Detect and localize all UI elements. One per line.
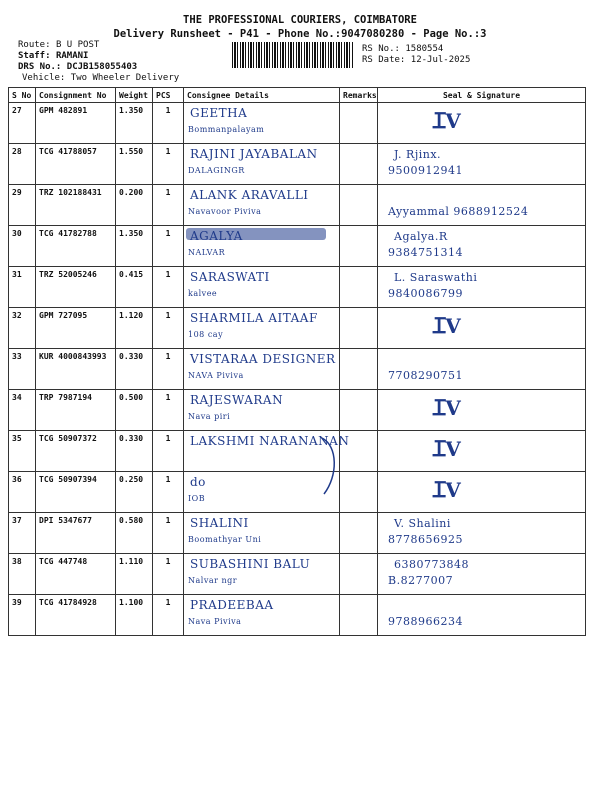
cell-sno: 28	[9, 144, 36, 185]
cell-sno: 27	[9, 103, 36, 144]
col-signature: Seal & Signature	[378, 88, 586, 103]
table-header-row	[9, 88, 586, 103]
cell-pcs: 1	[153, 185, 184, 226]
cell-weight: 1.100	[116, 595, 153, 636]
table-row	[9, 103, 586, 144]
consignee-name: RAJINI JAYABALAN	[190, 147, 318, 161]
consignee-name: VISTARAA DESIGNER	[190, 352, 336, 366]
rs-no-value: 1580554	[405, 44, 444, 54]
cell-remarks	[340, 554, 378, 595]
drs-line: DRS No.: DCJB158055403	[18, 62, 138, 72]
consignee-area: Nalvar ngr	[188, 576, 238, 585]
signature-mark-icon: ꓕ̅V	[433, 437, 461, 461]
cell-signature	[378, 349, 586, 390]
table-row	[9, 513, 586, 554]
cell-consignee	[184, 144, 340, 185]
cell-remarks	[340, 144, 378, 185]
cell-pcs: 1	[153, 103, 184, 144]
cell-weight: 1.350	[116, 103, 153, 144]
company-title: THE PROFESSIONAL COURIERS, COIMBATORE	[183, 14, 417, 26]
consignee-name: SUBASHINI BALU	[190, 557, 311, 571]
cell-consignee	[184, 390, 340, 431]
cell-sno: 34	[9, 390, 36, 431]
cell-weight: 1.110	[116, 554, 153, 595]
cell-signature	[378, 554, 586, 595]
table-row	[9, 431, 586, 472]
consignee-area: NAVA Piviva	[188, 371, 244, 380]
signature-phone: 9384751314	[388, 246, 463, 259]
cell-consignment: TCG 41788057	[36, 144, 116, 185]
table-row	[9, 185, 586, 226]
table-row	[9, 308, 586, 349]
cell-consignee	[184, 308, 340, 349]
col-consignee: Consignee Details	[184, 88, 340, 103]
cell-consignment: TRP 7987194	[36, 390, 116, 431]
cell-remarks	[340, 226, 378, 267]
col-remarks: Remarks	[340, 88, 378, 103]
cell-consignee	[184, 595, 340, 636]
cell-pcs: 1	[153, 472, 184, 513]
signature-text: J. Rjinx.	[394, 148, 442, 161]
cell-consignee	[184, 554, 340, 595]
cell-consignment: TCG 41784928	[36, 595, 116, 636]
cell-weight: 0.580	[116, 513, 153, 554]
consignee-area: Nava Piviva	[188, 617, 242, 626]
cell-weight: 0.500	[116, 390, 153, 431]
signature-text: 6380773848	[394, 558, 469, 571]
cell-sno: 37	[9, 513, 36, 554]
drs-value: DCJB158055403	[66, 62, 138, 72]
cell-sno: 32	[9, 308, 36, 349]
cell-consignment: TRZ 52005246	[36, 267, 116, 308]
cell-sno: 35	[9, 431, 36, 472]
consignee-name: ALANK ARAVALLI	[190, 188, 309, 202]
runsheet-subtitle: Delivery Runsheet - P41 - Phone No.:9047080280 - Page No.:3	[113, 28, 487, 40]
cell-consignee	[184, 472, 340, 513]
consignee-name: SARASWATI	[190, 270, 270, 284]
signature-mark-icon: ꓕ̅V	[433, 109, 461, 133]
cell-pcs: 1	[153, 267, 184, 308]
cell-remarks	[340, 595, 378, 636]
table-row	[9, 144, 586, 185]
cell-signature	[378, 144, 586, 185]
cell-pcs: 1	[153, 595, 184, 636]
cell-pcs: 1	[153, 390, 184, 431]
cell-consignment: TRZ 102188431	[36, 185, 116, 226]
bracket-mark	[318, 436, 342, 498]
cell-remarks	[340, 472, 378, 513]
signature-text: Agalya.R	[394, 230, 448, 243]
consignee-name: SHARMILA AITAAF	[190, 311, 318, 325]
vehicle-line: Vehicle: Two Wheeler Delivery	[22, 73, 180, 83]
signature-text: L. Saraswathi	[394, 271, 478, 284]
cell-remarks	[340, 308, 378, 349]
cell-remarks	[340, 349, 378, 390]
cell-consignment: DPI 5347677	[36, 513, 116, 554]
rs-no-line: RS No.: 1580554	[362, 44, 444, 54]
cell-consignment: TCG 41782788	[36, 226, 116, 267]
cell-consignment: KUR 4000843993	[36, 349, 116, 390]
cell-consignment: TCG 50907394	[36, 472, 116, 513]
cell-signature	[378, 595, 586, 636]
col-sno: S No	[9, 88, 36, 103]
rs-date-value: 12-Jul-2025	[410, 55, 471, 65]
cell-consignee	[184, 267, 340, 308]
signature-phone: 9840086799	[388, 287, 463, 300]
table-row	[9, 554, 586, 595]
col-consignment: Consignment No	[36, 88, 116, 103]
consignee-name: do	[190, 475, 206, 489]
cell-signature	[378, 226, 586, 267]
cell-consignee	[184, 226, 340, 267]
barcode	[232, 42, 354, 68]
cell-remarks	[340, 513, 378, 554]
signature-text: V. Shalini	[394, 517, 451, 530]
cell-remarks	[340, 390, 378, 431]
cell-weight: 0.330	[116, 431, 153, 472]
consignee-area: Nava piri	[188, 412, 231, 421]
consignee-area: IOB	[188, 494, 206, 503]
signature-mark-icon: ꓕ̅V	[433, 314, 461, 338]
cell-consignment: GPM 727095	[36, 308, 116, 349]
signature-phone: 8778656925	[388, 533, 463, 546]
signature-phone: 9500912941	[388, 164, 463, 177]
cell-pcs: 1	[153, 308, 184, 349]
staff-line: Staff: RAMANI	[18, 51, 89, 61]
consignee-area: Bommanpalayam	[188, 125, 265, 134]
runsheet-table	[8, 87, 586, 636]
cell-sno: 38	[9, 554, 36, 595]
signature-phone: B.8277007	[388, 574, 454, 587]
table-row	[9, 595, 586, 636]
consignee-area: Navavoor Piviva	[188, 207, 262, 216]
cell-sno: 36	[9, 472, 36, 513]
cell-remarks	[340, 185, 378, 226]
consignee-area: DALAGINGR	[188, 166, 245, 175]
col-weight: Weight	[116, 88, 153, 103]
consignee-name: LAKSHMI NARANANAN	[190, 434, 350, 448]
cell-pcs: 1	[153, 513, 184, 554]
signature-mark-icon: ꓕ̅V	[433, 396, 461, 420]
col-pcs: PCS	[153, 88, 184, 103]
cell-consignment: GPM 482891	[36, 103, 116, 144]
table-row	[9, 349, 586, 390]
cell-signature	[378, 267, 586, 308]
cell-sno: 39	[9, 595, 36, 636]
cell-signature	[378, 390, 586, 431]
cell-consignment: TCG 447748	[36, 554, 116, 595]
cell-pcs: 1	[153, 431, 184, 472]
cell-weight: 0.200	[116, 185, 153, 226]
cell-weight: 1.350	[116, 226, 153, 267]
cell-sno: 30	[9, 226, 36, 267]
cell-pcs: 1	[153, 226, 184, 267]
cell-pcs: 1	[153, 349, 184, 390]
table-row	[9, 226, 586, 267]
cell-weight: 0.415	[116, 267, 153, 308]
table-row	[9, 390, 586, 431]
cell-consignee	[184, 513, 340, 554]
consignee-area: kalvee	[188, 289, 218, 298]
route-value: B U POST	[55, 40, 100, 50]
cell-weight: 0.330	[116, 349, 153, 390]
cell-signature	[378, 185, 586, 226]
staff-value: RAMANI	[55, 51, 89, 61]
signature-phone: Ayyammal 9688912524	[388, 205, 529, 218]
cell-weight: 1.550	[116, 144, 153, 185]
cell-sno: 31	[9, 267, 36, 308]
cell-signature	[378, 103, 586, 144]
cell-pcs: 1	[153, 554, 184, 595]
cell-sno: 29	[9, 185, 36, 226]
cell-consignee	[184, 431, 350, 472]
table-row	[9, 472, 586, 513]
signature-phone: 7708290751	[388, 369, 463, 382]
consignee-area: Boomathyar Uni	[188, 535, 262, 544]
cell-sno: 33	[9, 349, 36, 390]
consignee-name: SHALINI	[190, 516, 249, 530]
consignee-name: GEETHA	[190, 106, 248, 120]
route-line: Route: B U POST	[18, 40, 100, 50]
cell-consignment: TCG 50907372	[36, 431, 116, 472]
cell-pcs: 1	[153, 144, 184, 185]
consignee-area: 108 cay	[188, 330, 224, 339]
cell-consignee	[184, 349, 340, 390]
cell-weight: 0.250	[116, 472, 153, 513]
signature-mark-icon: ꓕ̅V	[433, 478, 461, 502]
consignee-name: PRADEEBAA	[190, 598, 274, 612]
consignee-area: NALVAR	[188, 248, 226, 257]
consignee-name: AGALYA	[190, 229, 243, 243]
cell-signature	[378, 513, 586, 554]
vehicle-value: Two Wheeler Delivery	[70, 73, 180, 83]
consignee-name: RAJESWARAN	[190, 393, 284, 407]
cell-signature	[378, 472, 586, 513]
cell-consignee	[184, 103, 340, 144]
cell-signature	[378, 431, 586, 472]
cell-weight: 1.120	[116, 308, 153, 349]
cell-consignee	[184, 185, 340, 226]
cell-remarks	[340, 267, 378, 308]
rs-date-line: RS Date: 12-Jul-2025	[362, 55, 471, 65]
cell-remarks	[340, 103, 378, 144]
table-row	[9, 267, 586, 308]
signature-phone: 9788966234	[388, 615, 463, 628]
cell-signature	[378, 308, 586, 349]
